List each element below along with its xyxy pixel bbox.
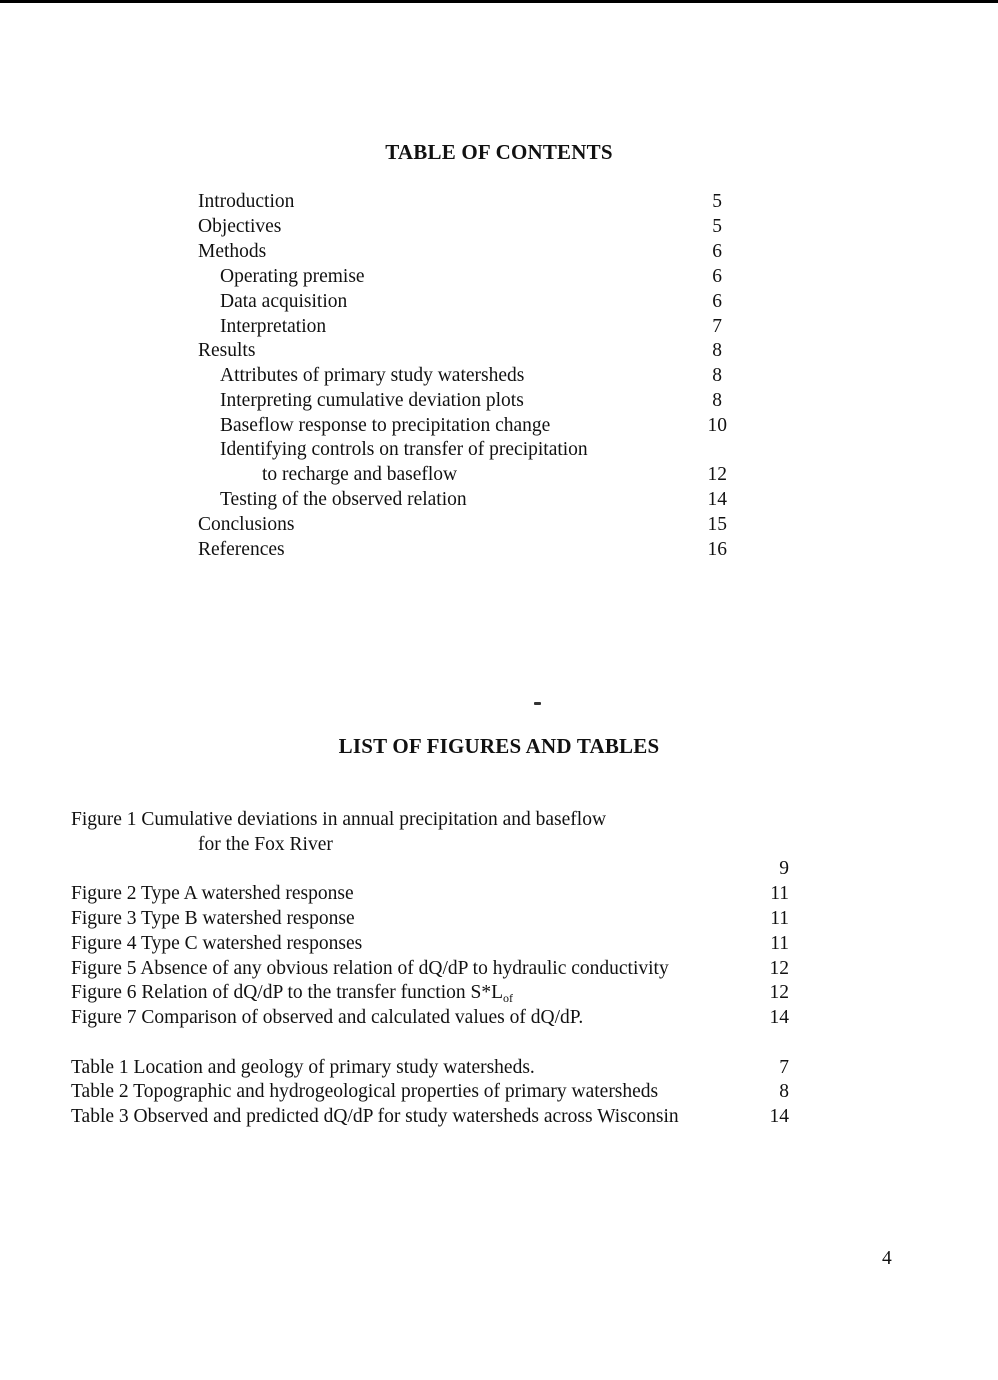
figure-entry-continuation: for the Fox River [198,834,333,855]
figure-entry-text: Figure 6 Relation of dQ/dP to the transfer function S*L [71,982,503,1003]
toc-entry-label: Data acquisition [220,291,348,312]
figure-entry-page: 14 [769,1007,789,1028]
figure-entry-label: Figure 2 Type A watershed response [71,883,354,904]
figure-entry-page: 11 [770,883,789,904]
toc-entry-page: 14 [707,489,727,510]
figure-entry-page: 12 [769,982,789,1003]
toc-entry-page: 5 [712,216,722,237]
toc-entry-page: 8 [712,365,722,386]
table-entry-label: Table 1 Location and geology of primary study watersheds. [71,1057,535,1078]
table-entry-page: 8 [779,1081,789,1102]
figure-entry-label: Figure 3 Type B watershed response [71,908,355,929]
toc-entry-page: 8 [712,340,722,361]
figure-entry-page: 11 [770,933,789,954]
figure-entry-page: 11 [770,908,789,929]
figure-entry-label: Figure 5 Absence of any obvious relation of dQ/dP to hydraulic conductivity [71,958,669,979]
toc-entry-label: Baseflow response to precipitation change [220,415,551,436]
lof-title: LIST OF FIGURES AND TABLES [338,734,660,758]
toc-entry-page: 15 [707,514,727,535]
toc-entry-label: References [198,539,285,560]
table-entry-page: 14 [769,1106,789,1127]
toc-entry-page: 8 [712,390,722,411]
toc-entry-label: Interpretation [220,316,327,337]
table-entry-page: 7 [779,1057,789,1078]
table-entry-label: Table 3 Observed and predicted dQ/dP for study watersheds across Wisconsin [71,1106,679,1127]
toc-title: TABLE OF CONTENTS [385,140,613,164]
scan-top-border [0,0,998,3]
scan-speck [534,702,541,705]
toc-entry-page: 5 [712,191,722,212]
table-entry-label: Table 2 Topographic and hydrogeological properties of primary watersheds [71,1081,659,1102]
toc-entry-label: Results [198,340,256,361]
toc-entry-label: Introduction [198,191,295,212]
figure-entry-page: 12 [769,958,789,979]
figure-entry-page: 9 [779,858,789,879]
toc-entry-label: Attributes of primary study watersheds [220,365,525,386]
toc-entry-page: 6 [712,266,722,287]
toc-entry-page: 16 [707,539,727,560]
toc-entry-label: Conclusions [198,514,295,535]
toc-entry-page: 12 [707,464,727,485]
toc-entry-page: 10 [707,415,727,436]
toc-entry-label: Methods [198,241,267,262]
toc-entry-label: Interpreting cumulative deviation plots [220,390,524,411]
toc-entry-label: Operating premise [220,266,365,287]
toc-entry-label: Testing of the observed relation [220,489,467,510]
toc-entry-page: 6 [712,291,722,312]
toc-entry-label: Identifying controls on transfer of precipitation [220,439,588,460]
figure-entry-label: Figure 1 Cumulative deviations in annual precipitation and baseflow [71,809,607,830]
toc-entry-label: Objectives [198,216,282,237]
figure-entry-label: Figure 4 Type C watershed responses [71,933,363,954]
page-number: 4 [882,1248,892,1269]
toc-entry-page: 7 [712,316,722,337]
toc-entry-page: 6 [712,241,722,262]
toc-entry-label: to recharge and baseflow [262,464,458,485]
subscript-of: of [503,991,513,1005]
figure-entry-label: Figure 7 Comparison of observed and calculated values of dQ/dP. [71,1007,584,1028]
